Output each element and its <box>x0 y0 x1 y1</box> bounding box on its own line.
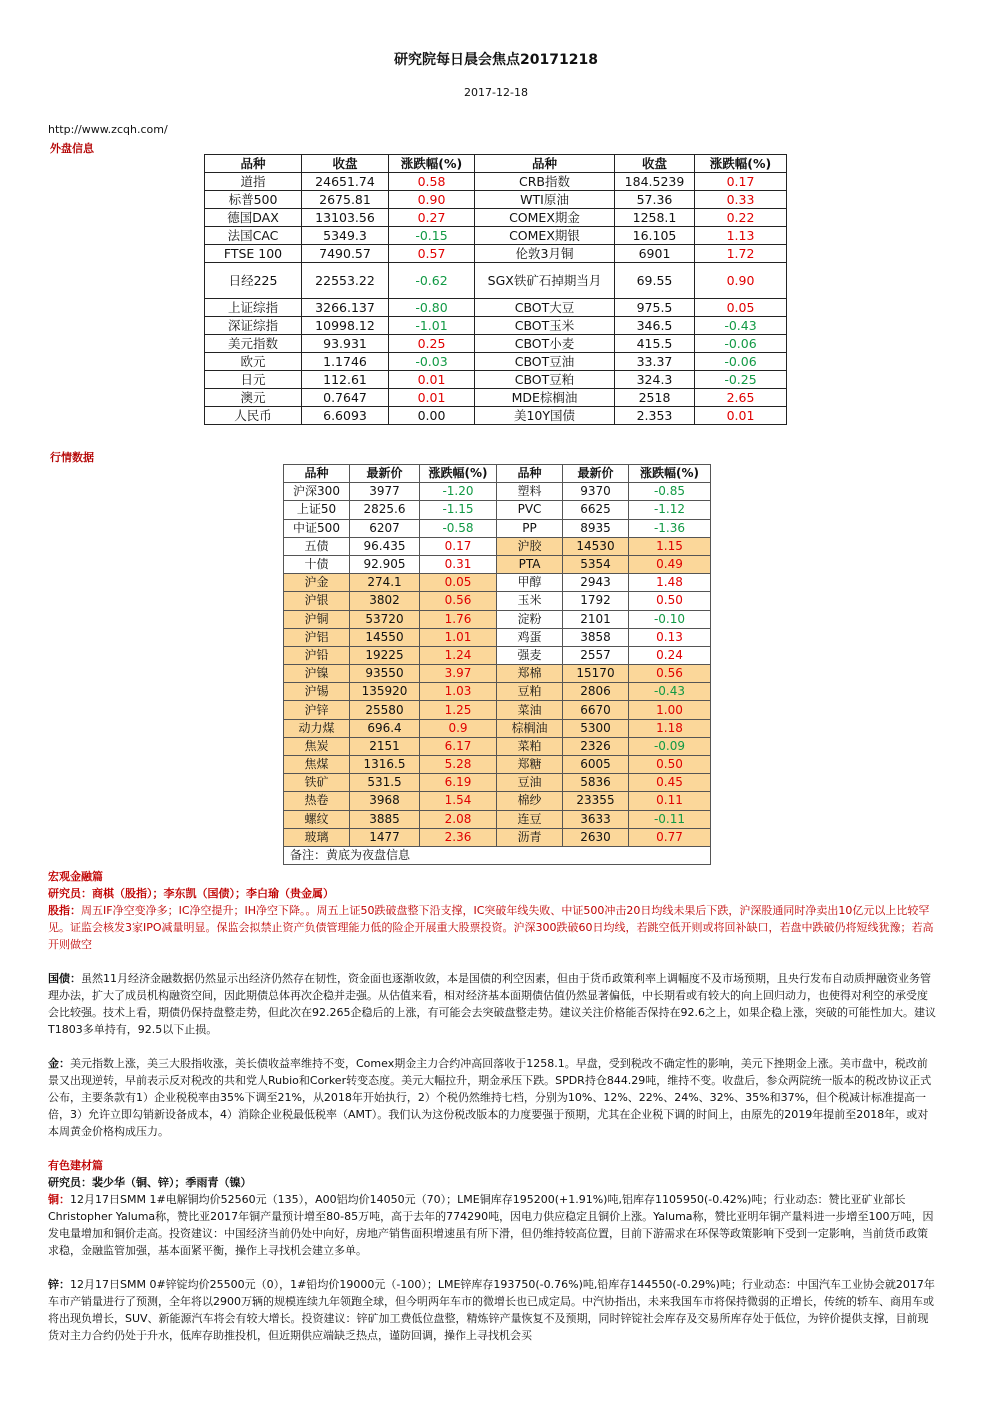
market-change-cell: 1.76 <box>420 610 497 628</box>
market-change-cell: 2.36 <box>420 828 497 846</box>
overseas-cell: 日元 <box>205 371 302 389</box>
overseas-cell: 2.353 <box>615 407 695 425</box>
gold-text: 美元指数上涨，美三大股指收涨，美长债收益率维持不变，Comex期金主力合约冲高回落收于1258.1。早盘，受到税改不确定性的影响，美元下挫期金上涨。美市盘中，税改前景又出现逆转，早前表示反对税改的共和党人Rubio和Corker转变态度。美元大幅拉升，期金承压下跌。SPDR持仓844.29吨，维持不变。收盘后，参众两院统一版本的税改协议正式公布，主要条款有1）企业税税率由35%下调至21%，从2018年开始执行，2）个税仍然维持七档，分别为10%、12%、22%、24%、32%、35%和37%，但个税减计标准提高一倍，3）允许立即勾销新设备成本，4）消除企业税最低税率（AMT）。我们认为这份税改版本的力度要强于预期，尤其在企业税下调的时间上，由原先的2019年提前至2018年，或对本周黄金价格构成压力。 <box>48 1057 932 1138</box>
market-cell: 531.5 <box>350 774 420 792</box>
market-cell: 23355 <box>563 792 629 810</box>
market-row <box>284 646 711 664</box>
market-cell: 3633 <box>563 810 629 828</box>
overseas-cell: CBOT豆油 <box>475 353 615 371</box>
overseas-row <box>205 407 787 425</box>
market-cell: 2630 <box>563 828 629 846</box>
overseas-cell: 975.5 <box>615 299 695 317</box>
market-row <box>284 719 711 737</box>
market-cell: 沥青 <box>497 828 563 846</box>
macro-researchers: 研究员：商棋（股指）；李东凯（国债）；李白瑜（贵金属） <box>48 887 334 900</box>
overseas-market-table <box>204 154 787 425</box>
overseas-row <box>205 227 787 245</box>
night-session-note: 备注：黄底为夜盘信息 <box>284 846 711 864</box>
market-cell: 25580 <box>350 701 420 719</box>
market-change-cell: 1.15 <box>629 537 711 555</box>
market-cell: 9370 <box>563 483 629 501</box>
overseas-row <box>205 173 787 191</box>
overseas-change-cell: 0.90 <box>389 191 475 209</box>
market-header-cell: 最新价 <box>350 465 420 483</box>
market-cell: 14530 <box>563 537 629 555</box>
overseas-cell: 22553.22 <box>302 263 389 299</box>
market-cell: 沪锌 <box>284 701 350 719</box>
market-change-cell: 0.45 <box>629 774 711 792</box>
market-row <box>284 665 711 683</box>
section-overseas-title: 外盘信息 <box>50 142 94 155</box>
market-change-cell: 1.25 <box>420 701 497 719</box>
market-cell: 2557 <box>563 646 629 664</box>
market-cell: 2943 <box>563 574 629 592</box>
overseas-cell: MDE棕榈油 <box>475 389 615 407</box>
market-row <box>284 701 711 719</box>
gold-paragraph <box>48 1055 938 1140</box>
overseas-change-cell: 0.57 <box>389 245 475 263</box>
market-data-table <box>283 464 711 865</box>
market-header-cell: 最新价 <box>563 465 629 483</box>
market-cell: 十债 <box>284 555 350 573</box>
market-cell: PTA <box>497 555 563 573</box>
market-cell: 2326 <box>563 737 629 755</box>
market-cell: 玻璃 <box>284 828 350 846</box>
market-change-cell: 0.49 <box>629 555 711 573</box>
market-cell: 焦炭 <box>284 737 350 755</box>
overseas-cell: 6901 <box>615 245 695 263</box>
market-cell: 5836 <box>563 774 629 792</box>
overseas-cell: 346.5 <box>615 317 695 335</box>
market-cell: 上证50 <box>284 501 350 519</box>
overseas-change-cell: 0.58 <box>389 173 475 191</box>
market-change-cell: 1.24 <box>420 646 497 664</box>
market-cell: 鸡蛋 <box>497 628 563 646</box>
market-cell: 3885 <box>350 810 420 828</box>
market-cell: 53720 <box>350 610 420 628</box>
overseas-row <box>205 371 787 389</box>
market-cell: 沪金 <box>284 574 350 592</box>
overseas-row <box>205 335 787 353</box>
market-change-cell: 0.11 <box>629 792 711 810</box>
overseas-cell: 93.931 <box>302 335 389 353</box>
market-cell: 焦煤 <box>284 756 350 774</box>
market-cell: 8935 <box>563 519 629 537</box>
overseas-cell: 法国CAC <box>205 227 302 245</box>
overseas-cell: CRB指数 <box>475 173 615 191</box>
market-change-cell: 1.00 <box>629 701 711 719</box>
market-row <box>284 501 711 519</box>
market-cell: 3977 <box>350 483 420 501</box>
overseas-cell: 7490.57 <box>302 245 389 263</box>
overseas-cell: 184.5239 <box>615 173 695 191</box>
market-cell: 5300 <box>563 719 629 737</box>
overseas-change-cell: -0.06 <box>695 335 787 353</box>
market-cell: 塑料 <box>497 483 563 501</box>
overseas-cell: 1258.1 <box>615 209 695 227</box>
market-change-cell: -1.36 <box>629 519 711 537</box>
overseas-change-cell: -0.06 <box>695 353 787 371</box>
overseas-cell: SGX铁矿石掉期当月 <box>475 263 615 299</box>
overseas-change-cell: 1.72 <box>695 245 787 263</box>
market-change-cell: 1.01 <box>420 628 497 646</box>
overseas-cell: 上证综指 <box>205 299 302 317</box>
overseas-cell: FTSE 100 <box>205 245 302 263</box>
overseas-cell: 33.37 <box>615 353 695 371</box>
overseas-cell: WTI原油 <box>475 191 615 209</box>
market-cell: 92.905 <box>350 555 420 573</box>
overseas-cell: 16.105 <box>615 227 695 245</box>
market-change-cell: -0.85 <box>629 483 711 501</box>
market-change-cell: 0.17 <box>420 537 497 555</box>
market-cell: 2825.6 <box>350 501 420 519</box>
overseas-header-cell: 涨跌幅(%) <box>695 155 787 173</box>
overseas-row <box>205 299 787 317</box>
market-cell: 3802 <box>350 592 420 610</box>
market-cell: 动力煤 <box>284 719 350 737</box>
market-change-cell: -0.11 <box>629 810 711 828</box>
overseas-cell: 伦敦3月铜 <box>475 245 615 263</box>
market-cell: 菜粕 <box>497 737 563 755</box>
overseas-cell: 5349.3 <box>302 227 389 245</box>
market-change-cell: 0.50 <box>629 756 711 774</box>
market-cell: 14550 <box>350 628 420 646</box>
market-cell: 沪铅 <box>284 646 350 664</box>
market-cell: PP <box>497 519 563 537</box>
market-row <box>284 756 711 774</box>
market-cell: 甲醇 <box>497 574 563 592</box>
market-change-cell: 0.13 <box>629 628 711 646</box>
section-market-title: 行情数据 <box>50 451 94 464</box>
market-change-cell: 2.08 <box>420 810 497 828</box>
page-title: 研究院每日晨会焦点20171218 <box>394 52 598 68</box>
market-cell: 连豆 <box>497 810 563 828</box>
overseas-row <box>205 353 787 371</box>
overseas-cell: 德国DAX <box>205 209 302 227</box>
overseas-row <box>205 209 787 227</box>
market-change-cell: 0.50 <box>629 592 711 610</box>
overseas-cell: COMEX期金 <box>475 209 615 227</box>
market-cell: 郑棉 <box>497 665 563 683</box>
overseas-cell: 13103.56 <box>302 209 389 227</box>
overseas-change-cell: 0.22 <box>695 209 787 227</box>
market-cell: 3858 <box>563 628 629 646</box>
market-cell: 中证500 <box>284 519 350 537</box>
market-cell: 6005 <box>563 756 629 774</box>
market-header-cell: 涨跌幅(%) <box>629 465 711 483</box>
market-cell: 2101 <box>563 610 629 628</box>
copper-text: 12月17日SMM 1#电解铜均价52560元（135），A00铝均价14050元（70）；LME铜库存195200(+1.91%)吨,铝库存1105950(-0.42%)吨；行业动态：赞比亚矿业部长Christopher Yaluma称，赞比亚2017年铜产量预计增至80-85万吨，高于去年的774290吨，因电力供应稳定且铜价上涨。Yaluma称，赞比亚明年铜产量料进一步增至100万吨，因发电量增加和铜价走高。投资建议：中国经济当前仍处中向好，房地产销售面积增速虽有所下滑，但仍维持较高位置，目前下游需求在环保等政策影响下受到一定影响，当前货币政策求稳，金融监管加强，基本面紧平衡，操作上寻找机会建立多单。 <box>48 1193 934 1257</box>
overseas-header-cell: 收盘 <box>615 155 695 173</box>
market-row <box>284 519 711 537</box>
market-change-cell: 1.03 <box>420 683 497 701</box>
stock-label: 股指： <box>48 904 81 917</box>
market-note-row <box>284 846 711 864</box>
overseas-change-cell: 0.01 <box>389 371 475 389</box>
market-change-cell: -1.12 <box>629 501 711 519</box>
bond-label: 国债： <box>48 972 81 985</box>
market-change-cell: 0.24 <box>629 646 711 664</box>
overseas-cell: CBOT小麦 <box>475 335 615 353</box>
market-change-cell: 0.31 <box>420 555 497 573</box>
overseas-change-cell: 0.17 <box>695 173 787 191</box>
overseas-cell: 112.61 <box>302 371 389 389</box>
market-cell: 沪胶 <box>497 537 563 555</box>
overseas-row <box>205 317 787 335</box>
overseas-change-cell: -0.03 <box>389 353 475 371</box>
market-row <box>284 828 711 846</box>
overseas-change-cell: 1.13 <box>695 227 787 245</box>
market-cell: 2806 <box>563 683 629 701</box>
market-row <box>284 628 711 646</box>
market-cell: 1792 <box>563 592 629 610</box>
overseas-cell: CBOT豆粕 <box>475 371 615 389</box>
market-row <box>284 810 711 828</box>
market-cell: 热卷 <box>284 792 350 810</box>
overseas-cell: 0.7647 <box>302 389 389 407</box>
bond-paragraph <box>48 970 938 1038</box>
section-metals-title: 有色建材篇 <box>48 1159 103 1172</box>
market-cell: 3968 <box>350 792 420 810</box>
overseas-change-cell: -0.15 <box>389 227 475 245</box>
market-change-cell: 1.54 <box>420 792 497 810</box>
overseas-row <box>205 263 787 299</box>
overseas-change-cell: 0.05 <box>695 299 787 317</box>
market-cell: 棉纱 <box>497 792 563 810</box>
market-cell: 沪锡 <box>284 683 350 701</box>
macro-section <box>48 868 938 1344</box>
overseas-change-cell: 0.27 <box>389 209 475 227</box>
market-cell: 6207 <box>350 519 420 537</box>
market-change-cell: 3.97 <box>420 665 497 683</box>
overseas-change-cell: 0.00 <box>389 407 475 425</box>
market-row <box>284 610 711 628</box>
market-cell: 五债 <box>284 537 350 555</box>
market-cell: 玉米 <box>497 592 563 610</box>
zinc-label: 锌： <box>48 1278 70 1291</box>
market-cell: 沪铜 <box>284 610 350 628</box>
market-row <box>284 483 711 501</box>
overseas-change-cell: -1.01 <box>389 317 475 335</box>
overseas-cell: 3266.137 <box>302 299 389 317</box>
overseas-cell: 日经225 <box>205 263 302 299</box>
market-change-cell: 1.18 <box>629 719 711 737</box>
market-cell: 沪镍 <box>284 665 350 683</box>
market-change-cell: 0.56 <box>420 592 497 610</box>
market-cell: 螺纹 <box>284 810 350 828</box>
overseas-cell: COMEX期银 <box>475 227 615 245</box>
overseas-cell: 美10Y国债 <box>475 407 615 425</box>
market-cell: 6670 <box>563 701 629 719</box>
market-cell: 696.4 <box>350 719 420 737</box>
market-cell: 93550 <box>350 665 420 683</box>
bond-text: 虽然11月经济金融数据仍然显示出经济仍然存在韧性，资金面也逐渐收敛，本是国债的利空因素，但由于货币政策利率上调幅度不及市场预期，且央行发布自动质押融资业务管理办法，扩大了成员机构融资空间，因此期债总体再次企稳并走强。从估值来看，相对经济基本面期债估值仍然显著偏低，中长期看或有较大的向上回归动力，也使得对利空的承受度会比较强。技术上看，期债仍保持盘整走势，但此次在92.265企稳后的上涨，有可能会去突破盘整走势。建议关注价格能否保持在92.6之上，如果企稳上涨，突破的可能性加大。建议T1803多单持有，92.5以下止损。 <box>48 972 936 1036</box>
market-cell: 96.435 <box>350 537 420 555</box>
market-header-cell: 品种 <box>284 465 350 483</box>
overseas-cell: 6.6093 <box>302 407 389 425</box>
overseas-cell: 1.1746 <box>302 353 389 371</box>
overseas-cell: 道指 <box>205 173 302 191</box>
market-change-cell: 0.9 <box>420 719 497 737</box>
zinc-text: 12月17日SMM 0#锌锭均价25500元（0），1#铅均价19000元（-100）；LME锌库存193750(-0.76%)吨,铅库存144550(-0.29%)吨；行业动态：中国汽车工业协会就2017年车市产销量进行了预测，全年将以2900万辆的规模连续九年领跑全球，但今明两年车市的微增长也已成定局。中汽协指出，未来我国车市将保持微弱的正增长，传统的轿车、商用车或将出现负增长，SUV、新能源汽车将会有较大增长。投资建议：锌矿加工费低位盘整，精炼锌产量恢复不及预期，同时锌锭社会库存及交易所库存处于低位，为锌价提供支撑，目前现货对主力合约仍处于升水，低库存助推投机，但近期供应端缺乏热点，谨防回调，操作上寻找机会买 <box>48 1278 935 1342</box>
overseas-change-cell: 2.65 <box>695 389 787 407</box>
market-row <box>284 537 711 555</box>
overseas-change-cell: 0.01 <box>389 389 475 407</box>
stock-text: 周五IF净空变净多；IC净空提升；IH净空下降。。周五上证50跌破盘整下沿支撑，IC突破年线失败、中证500冲击20日均线未果后下跌，沪深股通同时净卖出10亿元以上比较罕见。证监会核发3家IPO减量明显。保监会拟禁止资产负债管理能力低的险企开展重大股票投资。沪深300跌破60日均线，若跳空低开则或将回补缺口，若盘中跌破仍将短线犹豫；若高开则做空 <box>48 904 934 951</box>
market-cell: 5354 <box>563 555 629 573</box>
market-cell: 135920 <box>350 683 420 701</box>
market-cell: 1477 <box>350 828 420 846</box>
market-cell: 15170 <box>563 665 629 683</box>
market-change-cell: 6.19 <box>420 774 497 792</box>
copper-paragraph <box>48 1191 938 1259</box>
market-change-cell: -0.10 <box>629 610 711 628</box>
gold-label: 金： <box>48 1057 70 1070</box>
section-macro-title: 宏观金融篇 <box>48 870 103 883</box>
market-cell: 274.1 <box>350 574 420 592</box>
overseas-change-cell: 0.90 <box>695 263 787 299</box>
market-row <box>284 592 711 610</box>
market-cell: 沪深300 <box>284 483 350 501</box>
overseas-cell: 415.5 <box>615 335 695 353</box>
overseas-change-cell: 0.33 <box>695 191 787 209</box>
market-row <box>284 792 711 810</box>
overseas-cell: 24651.74 <box>302 173 389 191</box>
market-cell: 2151 <box>350 737 420 755</box>
market-cell: 沪银 <box>284 592 350 610</box>
market-change-cell: 6.17 <box>420 737 497 755</box>
market-change-cell: 1.48 <box>629 574 711 592</box>
overseas-cell: 2675.81 <box>302 191 389 209</box>
market-cell: 沪铝 <box>284 628 350 646</box>
overseas-row <box>205 245 787 263</box>
zinc-paragraph <box>48 1276 938 1344</box>
overseas-change-cell: -0.25 <box>695 371 787 389</box>
overseas-cell: 澳元 <box>205 389 302 407</box>
overseas-cell: 标普500 <box>205 191 302 209</box>
market-change-cell: -0.43 <box>629 683 711 701</box>
stock-index-paragraph <box>48 902 938 953</box>
metals-researchers: 研究员：裴少华（铜、锌）；季雨青（镍） <box>48 1176 252 1189</box>
overseas-cell: 324.3 <box>615 371 695 389</box>
market-cell: 豆油 <box>497 774 563 792</box>
overseas-cell: 10998.12 <box>302 317 389 335</box>
market-header-cell: 涨跌幅(%) <box>420 465 497 483</box>
overseas-header-cell: 品种 <box>475 155 615 173</box>
market-header-cell: 品种 <box>497 465 563 483</box>
market-cell: 强麦 <box>497 646 563 664</box>
overseas-cell: 美元指数 <box>205 335 302 353</box>
overseas-cell: 57.36 <box>615 191 695 209</box>
overseas-change-cell: -0.43 <box>695 317 787 335</box>
market-change-cell: 0.05 <box>420 574 497 592</box>
market-cell: PVC <box>497 501 563 519</box>
overseas-change-cell: -0.62 <box>389 263 475 299</box>
overseas-change-cell: 0.25 <box>389 335 475 353</box>
copper-label: 铜： <box>48 1193 70 1206</box>
overseas-change-cell: -0.80 <box>389 299 475 317</box>
website-link[interactable]: http://www.zcqh.com/ <box>48 123 168 136</box>
market-cell: 豆粕 <box>497 683 563 701</box>
market-change-cell: -1.15 <box>420 501 497 519</box>
market-change-cell: -0.58 <box>420 519 497 537</box>
market-cell: 菜油 <box>497 701 563 719</box>
overseas-header-cell: 涨跌幅(%) <box>389 155 475 173</box>
overseas-cell: CBOT玉米 <box>475 317 615 335</box>
overseas-header-cell: 收盘 <box>302 155 389 173</box>
market-row <box>284 774 711 792</box>
overseas-cell: 欧元 <box>205 353 302 371</box>
market-row <box>284 555 711 573</box>
market-cell: 郑糖 <box>497 756 563 774</box>
overseas-row <box>205 191 787 209</box>
market-row <box>284 737 711 755</box>
market-change-cell: 0.77 <box>629 828 711 846</box>
overseas-cell: 2518 <box>615 389 695 407</box>
overseas-row <box>205 389 787 407</box>
market-row <box>284 683 711 701</box>
market-cell: 铁矿 <box>284 774 350 792</box>
market-cell: 19225 <box>350 646 420 664</box>
market-change-cell: 5.28 <box>420 756 497 774</box>
market-cell: 棕榈油 <box>497 719 563 737</box>
market-change-cell: 0.56 <box>629 665 711 683</box>
overseas-cell: 深证综指 <box>205 317 302 335</box>
market-change-cell: -0.09 <box>629 737 711 755</box>
overseas-cell: 69.55 <box>615 263 695 299</box>
overseas-change-cell: 0.01 <box>695 407 787 425</box>
market-cell: 1316.5 <box>350 756 420 774</box>
report-date: 2017-12-18 <box>464 86 528 99</box>
overseas-cell: CBOT大豆 <box>475 299 615 317</box>
overseas-header-cell: 品种 <box>205 155 302 173</box>
market-cell: 6625 <box>563 501 629 519</box>
market-cell: 淀粉 <box>497 610 563 628</box>
market-row <box>284 574 711 592</box>
market-change-cell: -1.20 <box>420 483 497 501</box>
overseas-cell: 人民币 <box>205 407 302 425</box>
